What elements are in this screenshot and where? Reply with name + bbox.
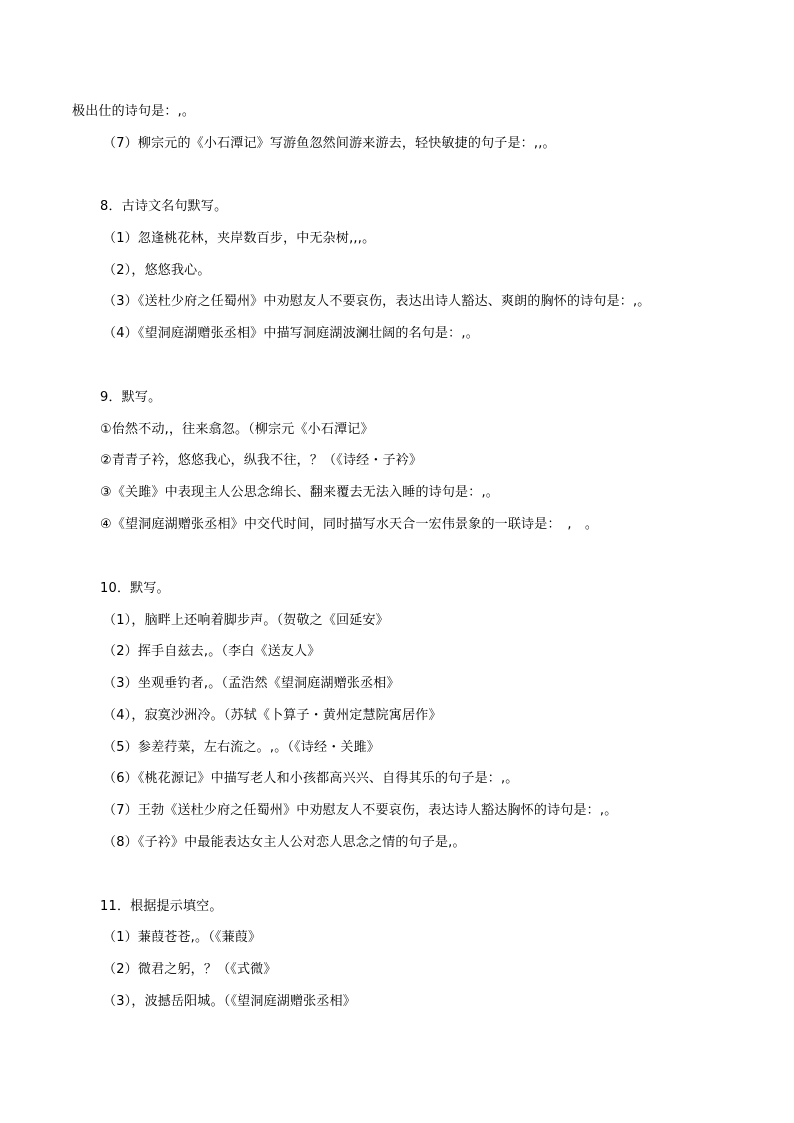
question-10-heading: 10．默写。 bbox=[100, 581, 170, 596]
q7-6-continuation: 极出仕的诗句是：,。 bbox=[72, 104, 196, 119]
q10-item-3: （3）坐观垂钓者,。（孟浩然《望洞庭湖赠张丞相》 bbox=[103, 676, 400, 691]
q10-item-1: （1），脑畔上还响着脚步声。（贺敬之《回延安》 bbox=[103, 613, 389, 628]
q10-item-8: （8）《子衿》中最能表达女主人公对恋人思念之情的句子是,。 bbox=[103, 835, 466, 850]
q10-item-4: （4），寂寞沙洲冷。（苏轼《卜算子・黄州定慧院寓居作》 bbox=[103, 708, 442, 723]
question-9-heading: 9．默写。 bbox=[100, 390, 162, 405]
q9-item-2: ②青青子衿，悠悠我心，纵我不往，？（《诗经・子衿》 bbox=[100, 453, 423, 468]
q8-item-4: （4）《望洞庭湖赠张丞相》中描写洞庭湖波澜壮阔的名句是：,。 bbox=[103, 326, 479, 341]
q11-item-3: （3），波撼岳阳城。（《望洞庭湖赠张丞相》 bbox=[103, 994, 356, 1009]
q9-item-1: ①佁然不动,，往来翕忽。（柳宗元《小石潭记》 bbox=[100, 422, 374, 437]
q7-item-7: （7）柳宗元的《小石潭记》写游鱼忽然间游来游去，轻快敏捷的句子是：,,。 bbox=[103, 136, 556, 151]
q9-item-3: ③《关雎》中表现主人公思念绵长、翻来覆去无法入睡的诗句是：,。 bbox=[100, 485, 499, 500]
question-11-heading: 11．根据提示填空。 bbox=[100, 899, 223, 914]
q9-item-4: ④《望洞庭湖赠张丞相》中交代时间，同时描写水天合一宏伟景象的一联诗是： , 。 bbox=[100, 517, 599, 532]
question-8-heading: 8．古诗文名句默写。 bbox=[100, 199, 228, 214]
q11-item-2: （2）微君之躬，？（《式微》 bbox=[103, 962, 277, 977]
q10-item-5: （5）参差荇菜，左右流之。,。（《诗经・关雎》 bbox=[103, 740, 381, 755]
q10-item-7: （7）王勃《送杜少府之任蜀州》中劝慰友人不要哀伤，表达诗人豁达胸怀的诗句是：,。 bbox=[103, 803, 618, 818]
q8-item-1: （1）忽逢桃花林，夹岸数百步，中无杂树,,,。 bbox=[103, 231, 376, 246]
q8-item-2: （2），悠悠我心。 bbox=[103, 263, 211, 278]
q8-item-3: （3）《送杜少府之任蜀州》中劝慰友人不要哀伤，表达出诗人豁达、爽朗的胸怀的诗句是：,。 bbox=[103, 294, 651, 309]
q10-item-2: （2）挥手自兹去,。（李白《送友人》 bbox=[103, 644, 321, 659]
q10-item-6: （6）《桃花源记》中描写老人和小孩都高兴兴、自得其乐的句子是：,。 bbox=[103, 771, 519, 786]
q11-item-1: （1）蒹葭苍苍,。（《蒹葭》 bbox=[103, 930, 262, 945]
